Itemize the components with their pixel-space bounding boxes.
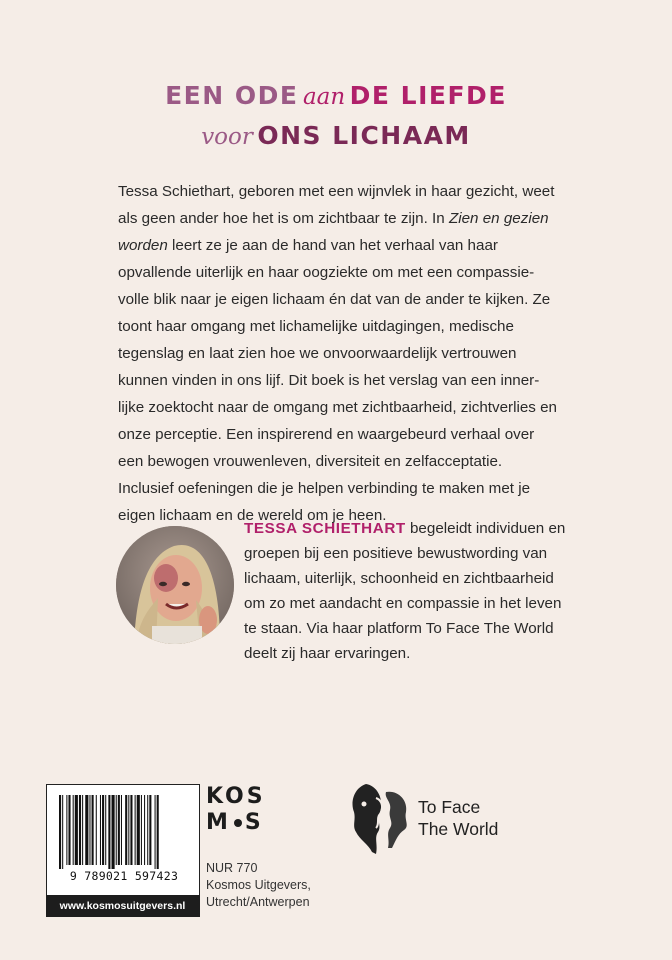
barcode-bar (62, 795, 63, 869)
kosmos-logo-m: M (206, 810, 231, 835)
headline-de-liefde: DE LIEFDE (349, 81, 507, 110)
barcode-bar (118, 795, 120, 865)
barcode-bar (116, 795, 117, 865)
barcode-bar (73, 795, 74, 865)
author-portrait-image (116, 526, 234, 644)
kosmos-logo (206, 784, 286, 842)
barcode-bar (89, 795, 90, 865)
barcode-bar (112, 795, 115, 869)
barcode-bar (108, 795, 110, 869)
barcode-bar (137, 795, 140, 865)
barcode-bar (121, 795, 122, 865)
headline-voor: voor (201, 124, 253, 150)
author-bio-text: begeleidt individuen en groepen bij een positieve bewustwording van lichaam, uiterlijk, schoonheid en zichtbaarheid om zo met aandacht en compassie in het leven te staan. Via haar platform To Face The World deelt zij haar ervaringen. (244, 520, 566, 662)
barcode-bar (128, 795, 129, 865)
author-bio (244, 516, 574, 666)
barcode-bar (135, 795, 136, 865)
book-blurb (118, 178, 558, 529)
barcode-bar (144, 795, 145, 865)
barcode-bar (149, 795, 151, 865)
barcode-bar (141, 795, 142, 865)
barcode-bar (82, 795, 83, 865)
barcode-bar (157, 795, 159, 869)
barcode-bar (59, 795, 61, 869)
barcode-bar (125, 795, 127, 865)
barcode-bar (92, 795, 94, 865)
headline-line-2 (0, 118, 672, 158)
publisher-name: Kosmos Uitgevers, (206, 878, 311, 892)
kosmos-logo-top: KOS (206, 784, 266, 809)
blurb-intro: Tessa Schiethart, geboren met een wijnvlek in haar gezicht, weet als geen ander hoe het is om zichtbaar te zijn. In (118, 183, 555, 227)
to-face-the-world-text (418, 796, 498, 840)
barcode-bar (75, 795, 78, 865)
barcode-bar (105, 795, 106, 865)
tftw-line-2: The World (418, 819, 499, 839)
kosmos-logo-dot-icon (234, 819, 242, 827)
publisher-website: www.kosmosuitgevers.nl (46, 895, 200, 917)
to-face-the-world-logo-icon (346, 778, 414, 856)
barcode-bar (66, 795, 67, 865)
barcode-bar (147, 795, 148, 865)
tftw-line-1: To Face (418, 797, 481, 817)
barcode-bar (79, 795, 81, 865)
barcode-bar (85, 795, 88, 865)
headline-een-ode: EEN ODE (165, 81, 299, 110)
barcode-bar (96, 795, 97, 865)
barcode-bar (102, 795, 104, 865)
headline-aan: aan (302, 84, 346, 110)
isbn-barcode (46, 784, 200, 916)
barcode-bar (130, 795, 132, 865)
author-photo (116, 526, 234, 644)
kosmos-logo-s: S (244, 810, 264, 835)
blurb-rest: leert ze je aan de hand van het verhaal van haar opvallende uiterlijk en haar oogziekte om met een compassievolle blik naar je eigen lichaam én dat van de ander te kijken. Ze toont haar omgang met lichamelijke uitdagingen, medische tegenslag en laat zien hoe we onvoorwaardelijk vertrouwen kunnen vinden in ons lijf. Dit boek is het verslag van een innerlijke zoektocht naar de omgang met zichtbaarheid, zichtverlies en onze perceptie. Een inspirerend en waargebeurd verhaal over een bewogen vrouwenleven, diversiteit en zelfacceptatie. Inclusief oefeningen die je helpen verbinding te maken met je eigen lichaam en de wereld om je heen. (118, 237, 557, 524)
headline-line-1 (0, 78, 672, 118)
barcode-bar (100, 795, 101, 865)
author-name: TESSA SCHIETHART (244, 520, 406, 537)
nur-code: NUR 770 (206, 861, 258, 875)
blurb-book-title: Zien en gezien worden (118, 210, 549, 254)
headline-ons-lichaam: ONS LICHAAM (257, 121, 471, 150)
barcode-bar (68, 795, 70, 865)
publisher-city: Utrecht/Antwerpen (206, 895, 310, 909)
barcode-bars (57, 795, 191, 869)
barcode-bar (155, 795, 156, 869)
publisher-info (206, 860, 366, 911)
isbn-digits: 9 789021 597423 (69, 869, 179, 883)
headline (0, 78, 672, 158)
